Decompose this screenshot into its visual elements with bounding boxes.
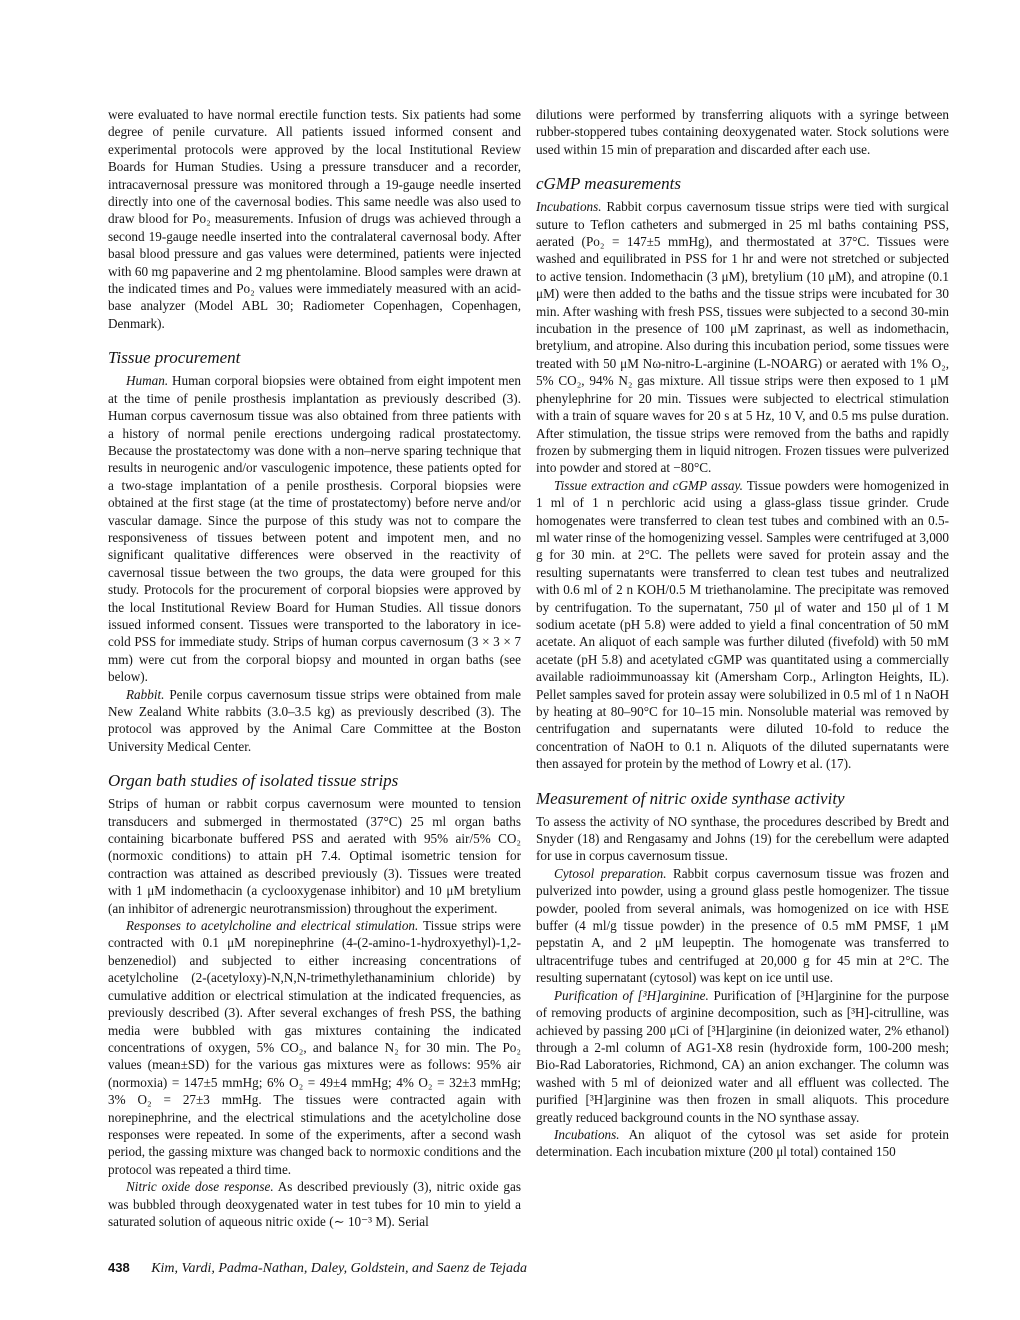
left-column	[108, 106, 521, 1230]
paragraph-incubations	[536, 198, 949, 477]
paragraph-organ-bath: Strips of human or rabbit corpus cavernosum were mounted to tension transducers and submerged in thermostated (37°C) 25 ml organ baths containing bicarbonate buffered PSS and aerated with 95% air/5% CO₂ (normoxic conditions) to attain pH 7.4. Optimal isometric tension for contraction was attained as described previously (3). Tissues were treated with 1 μM indomethacin (a cyclooxygenase inhibitor) and 10 μM bretylium (an inhibitor of adrenergic neurotransmission) throughout the experiment.	[108, 796, 521, 916]
paragraph-rabbit	[108, 686, 521, 756]
text-responses: Tissue strips were contracted with 0.1 μM norepinephrine (4-(2-amino-1-hydroxyethyl)-1,2-benzenediol) and subjected to either increasing concentrations of acetylcholine (2-(acetyloxy)-N,N,N-trimethylethanaminium chloride) by cumulative addition or electrical stimulation at the indicated frequencies, as previously described (3). After several exchanges of fresh PSS, the bathing media were bubbled with gas mixtures containing the indicated concentrations of oxygen, 5% CO₂, and balance N₂ for 30 min. The Po₂ values (mean±SD) for the various gas mixtures were as follows: 95% air (normoxia) = 147±5 mmHg; 6% O₂ = 49±4 mmHg; 4% O₂ = 32±3 mmHg; 3% O₂ = 27±3 mmHg. The tissues were contracted again with norepinephrine, and the electrical stimulations and the acetylcholine dose responses were repeated. In some of the experiments, after a second wash period, the gassing mixture was changed back to normoxic conditions and the protocol was repeated a third time.	[108, 918, 521, 1177]
heading-cgmp: cGMP measurements	[536, 174, 681, 194]
paragraph-intro: were evaluated to have normal erectile function tests. Six patients had some degree of penile curvature. All patients issued informed consent and experimental protocols were approved by the local Institutional Review Boards for Human Studies. Using a pressure transducer and a recorder, intracavernosal pressure was monitored through a 19-gauge needle inserted directly into one of the cavernosal bodies. This same needle was also used to draw blood for Po₂ measurements. Infusion of drugs was achieved through a second 19-gauge needle inserted into the contralateral cavernosal body. After basal blood pressure and gas values were determined, patients were injected with 60 mg papaverine and 2 mg phentolamine. Blood samples were drawn at the indicated times and Po₂ values were immediately measured with an acid-base analyzer (Model ABL 30; Radiometer Copenhagen, Copenhagen, Denmark).	[108, 107, 521, 331]
text-extraction: Tissue powders were homogenized in 1 ml of 1 n perchloric acid using a glass-glass tissue grinder. Crude homogenates were transferred to clean test tubes and combined with an 0.5-ml water rinse of the homogenizing vessel. Samples were centrifuged at 3,000 g for 30 min. at 2°C. The pellets were saved for protein assay and the resulting supernatants were transferred to clean test tubes and neutralized with 0.6 ml of 2 n KOH/0.5 M triethanolamine. The precipitate was removed by centrifugation. To the supernatant, 750 μl of water and 150 μl of 1 M sodium acetate (pH 5.8) were added to yield a final concentration of 50 mM acetate. An aliquot of each sample was further diluted (fivefold) with 50 mM acetate (pH 5.8) and acetylated cGMP was quantitated using a commercially available radioimmunoassay kit (Amersham Corp., Arlington Heights, IL). Pellet samples saved for protein assay were solubilized in 0.5 ml of 1 n NaOH by heating at 80–90°C for 10–15 min. Nonsoluble material was removed by centrifugation and supernatants were diluted 10-fold to reduce the concentration of NaOH to 0.1 n. Aliquots of the diluted supernatants were then assayed for protein by the method of Lowry et al. (17).	[536, 477, 949, 772]
paragraph-responses	[108, 917, 521, 1178]
paragraph-dilutions: dilutions were performed by transferring aliquots with a syringe between rubber-stoppered tubes containing deoxygenated water. Stock solutions were used within 15 min of preparation and discarded after each use.	[536, 107, 949, 157]
heading-tissue-procurement: Tissue procurement	[108, 348, 241, 368]
paragraph-extraction	[536, 477, 949, 773]
paragraph-purification	[536, 987, 949, 1126]
text-rabbit: Penile corpus cavernosum tissue strips were obtained from male New Zealand White rabbits (3.0–3.5 kg) as previously described (3). The protocol was approved by the Animal Care Committee at the Boston University Medical Center.	[108, 686, 521, 754]
run-in-nitric-oxide: Nitric oxide dose response.	[126, 1179, 274, 1195]
paragraph-human	[108, 372, 521, 685]
run-in-incubations: Incubations.	[536, 199, 602, 215]
page-footer	[108, 1260, 527, 1277]
run-in-responses: Responses to acetylcholine and electrical stimulation.	[126, 918, 419, 934]
paragraph-nos: To assess the activity of NO synthase, the procedures described by Bredt and Snyder (18) and Rengasamy and Johns (19) for the cerebellum were adapted for use in corpus cavernosum tissue.	[536, 813, 949, 864]
run-in-extraction: Tissue extraction and cGMP assay.	[554, 477, 743, 493]
running-authors: Kim, Vardi, Padma-Nathan, Daley, Goldstein, and Saenz de Tejada	[151, 1261, 527, 1276]
right-column	[536, 106, 949, 1161]
paragraph-nitric-oxide	[108, 1178, 521, 1230]
text-incubations: Rabbit corpus cavernosum tissue strips were tied with surgical suture to Teflon catheters and submerged in 25 ml baths containing PSS, aerated (Po₂ = 147±5 mmHg), and thermostated at 37°C. Tissues were washed and equilibrated in PSS for 1 hr and were not stretched or subjected to active tension. Indomethacin (3 μM), bretylium (10 μM), and atropine (0.1 μM) were then added to the baths and the tissue strips were incubated for 30 min. After washing with fresh PSS, tissues were subjected to a second 30-min incubation in the presence of 100 μM zaprinast, as well as indomethacin, bretylium, and atropine. Also during this incubation period, some tissues were treated with 50 μM Nω-nitro-L-arginine (L-NOARG) or aerated with 1% O₂, 5% CO₂, 94% N₂ gas mixture. All tissue strips were then exposed to 1 μM phenylephrine for 20 min. Tissues were subjected to electrical stimulation with a train of square waves for 20 s at 5 Hz, 10 V, and 0.5 ms pulse duration. After stimulation, the tissue strips were removed from the baths and rapidly frozen by submerging them in liquid nitrogen. Frozen tissues were pulverized into powder and stored at −80°C.	[536, 199, 949, 476]
heading-organ-bath: Organ bath studies of isolated tissue strips	[108, 771, 399, 791]
run-in-incubations-2: Incubations.	[554, 1126, 620, 1142]
text-human: Human corporal biopsies were obtained from eight impotent men at the time of penile prosthesis implantation as previously described (3). Human corpus cavernosum tissue was also obtained from three patients with a history of normal penile erections undergoing radical prostatectomy. Because the prostatectomy was done with a non–nerve sparing technique that results in neurogenic and/or vasculogenic impotence, these patients opted for a two-stage implantation of a penile prosthesis. Corporal biopsies were obtained at the first stage (at the time of prostatectomy) before nerve and/or vascular damage. Since the purpose of this study was not to compare the responsiveness of tissues between potent and impotent men, and no significant qualitative differences were observed in the reactivity of cavernosal tissue between the two groups, the data were grouped for this study. Protocols for the procurement of corporal biopsies were approved by the local Institutional Review Board for Human Studies. All tissue donors issued informed consent. Tissues were transported to the laboratory in ice-cold PSS for immediate study. Strips of human corpus cavernosum (3 × 3 × 7 mm) were cut from the corporal biopsy and mounted in organ baths (see below).	[108, 373, 521, 685]
text-nitric-oxide: As described previously (3), nitric oxide gas was bubbled through deoxygenated water in test tubes for 10 min to yield a saturated solution of aqueous nitric oxide (∼ 10⁻³ M). Serial	[108, 1179, 521, 1229]
run-in-purification: Purification of [³H]arginine.	[554, 987, 709, 1003]
run-in-rabbit: Rabbit.	[126, 686, 165, 702]
text-purification: Purification of [³H]arginine for the purpose of removing products of arginine decomposition, such as [³H]-citrulline, was achieved by passing 200 μCi of [³H]arginine (in deionized water, 2% ethanol) through a 2-ml column of AG1-X8 resin (hydroxide form, 100-200 mesh; Bio-Rad Laboratories, Richmond, CA) an anion exchanger. The column was washed with 5 ml of deionized water and all effluent was collected. The purified [³H]arginine was then frozen in small aliquots. This procedure greatly reduced background counts in the NO synthase assay.	[536, 987, 949, 1125]
page-number: 438	[108, 1260, 130, 1275]
text-incubations-2: An aliquot of the cytosol was set aside for protein determination. Each incubation mixture (200 μl total) contained 150	[536, 1126, 949, 1160]
text-cytosol: Rabbit corpus cavernosum tissue was frozen and pulverized into powder, using a ground glass pestle homogenizer. The tissue powder, pooled from several animals, was homogenized on ice with HSE buffer (4 ml/g tissue powder) in the presence of 0.5 mM PMSF, 1 μM pepstatin A, and 2 μM leupeptin. The homogenate was transferred to ultracentrifuge tubes and centrifuged at 20,000 g for 45 min at 2°C. The resulting supernatant (cytosol) was kept on ice until use.	[536, 865, 949, 986]
paragraph-incubations-2	[536, 1126, 949, 1161]
paragraph-cytosol	[536, 865, 949, 987]
heading-nos-activity: Measurement of nitric oxide synthase activity	[536, 788, 845, 808]
run-in-cytosol: Cytosol preparation.	[554, 865, 667, 881]
run-in-human: Human.	[126, 373, 169, 389]
